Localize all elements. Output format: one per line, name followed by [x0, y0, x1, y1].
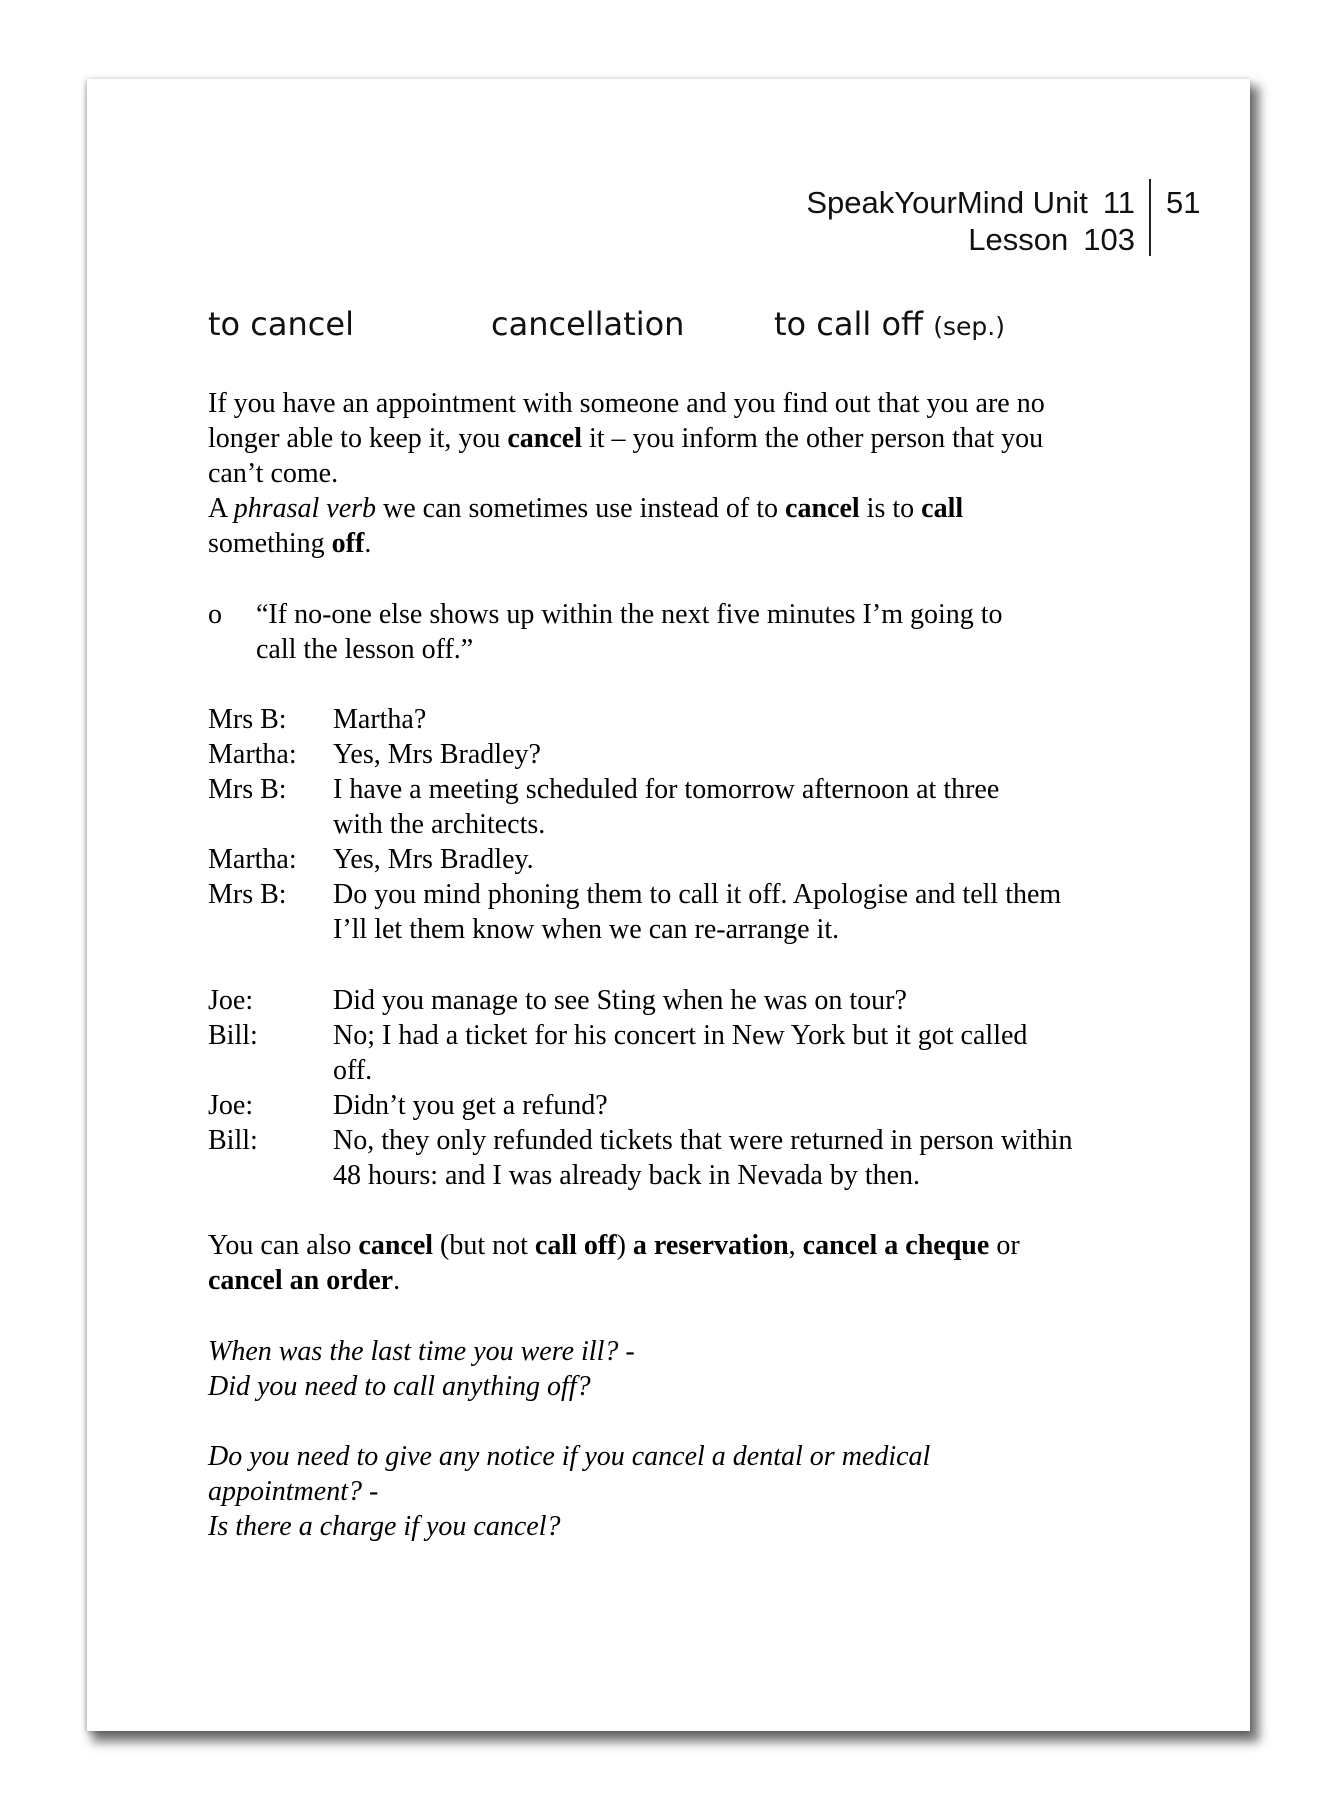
- usage-paragraph: [208, 1228, 1168, 1298]
- speaker: Bill:: [208, 1124, 258, 1156]
- discussion-question-1: [208, 1334, 1168, 1404]
- vocab-phrasal-verb: to call off: [774, 305, 924, 343]
- speaker: Joe:: [208, 984, 254, 1016]
- speaker: Martha:: [208, 844, 297, 876]
- example-line: call the lesson off.”: [256, 633, 474, 665]
- dialogue-line: No, they only refunded tickets that were returned in person within: [333, 1124, 1073, 1156]
- discussion-question-2: [208, 1439, 1168, 1544]
- dialogue-text: [333, 983, 907, 1018]
- text-run: we can sometimes use instead of to: [376, 493, 786, 525]
- dialogue-row: [208, 702, 1168, 737]
- bold-term: call off: [534, 1230, 617, 1262]
- question-line: Do you need to give any notice if you cancel a dental or medical: [208, 1440, 931, 1472]
- text-run: or: [989, 1230, 1020, 1262]
- intro-paragraph: [208, 386, 1168, 561]
- text-run: longer able to keep it, you: [208, 423, 508, 455]
- text-run: is to: [859, 493, 922, 525]
- italic-term: phrasal verb: [233, 493, 377, 525]
- intro-line: can’t come.: [208, 458, 339, 490]
- text-run: something: [208, 528, 332, 560]
- intro-line: [208, 526, 1168, 561]
- dialogue-line: Martha?: [333, 703, 427, 735]
- speaker: Mrs B:: [208, 879, 287, 911]
- dialogue-row: [208, 877, 1168, 947]
- dialogue-line: Yes, Mrs Bradley?: [333, 738, 541, 770]
- dialogue-line: I’ll let them know when we can re-arrange it.: [333, 914, 840, 946]
- vocab-verb: to cancel: [208, 305, 354, 343]
- bold-term: off: [331, 528, 365, 560]
- header-divider: [1149, 179, 1151, 256]
- text-run: You can also: [208, 1230, 359, 1262]
- header-lesson-line: [806, 221, 1135, 258]
- dialogue-line: No; I had a ticket for his concert in New York but it got called: [333, 1019, 1028, 1051]
- question-line: Is there a charge if you cancel?: [208, 1511, 561, 1542]
- dialogue-row: [208, 1088, 1168, 1123]
- dialogue-line: Did you manage to see Sting when he was on tour?: [333, 984, 907, 1016]
- usage-line: [208, 1263, 1168, 1298]
- speaker: Martha:: [208, 738, 297, 770]
- dialogue-line: I have a meeting scheduled for tomorrow afternoon at three: [333, 774, 1000, 806]
- usage-line: [208, 1228, 1168, 1263]
- question-line: appointment? -: [208, 1475, 379, 1507]
- dialogue-text: [333, 1123, 1072, 1193]
- text-run: (but not: [433, 1230, 535, 1262]
- intro-line: [208, 421, 1168, 456]
- dialogue-text: [333, 737, 541, 772]
- bold-term: a reservation: [632, 1230, 789, 1262]
- speaker: Mrs B:: [208, 774, 287, 806]
- bold-term: cancel an order: [208, 1265, 394, 1297]
- dialogue-line: with the architects.: [333, 809, 546, 841]
- dialogue-text: [333, 842, 534, 877]
- dialogue-text: [333, 772, 999, 842]
- dialogue-line: 48 hours: and I was already back in Nevada by then.: [333, 1160, 921, 1192]
- text-run: .: [393, 1265, 401, 1297]
- text-run: A: [208, 493, 234, 525]
- dialogue-line: Didn’t you get a refund?: [333, 1089, 608, 1121]
- intro-line: If you have an appointment with someone and you find out that you are no: [208, 388, 1045, 419]
- text-run: it – you inform the other person that you: [582, 423, 1044, 455]
- bold-term: cancel: [785, 493, 860, 525]
- bold-term: cancel: [507, 423, 582, 455]
- speaker: Bill:: [208, 1019, 258, 1051]
- dialogue-line: off.: [333, 1054, 373, 1086]
- text-run: ): [616, 1230, 633, 1262]
- dialogue-row: [208, 772, 1168, 842]
- page-header: [806, 184, 1135, 258]
- dialogue-row: [208, 983, 1168, 1018]
- dialogue-row: [208, 842, 1168, 877]
- question-line: When was the last time you were ill? -: [208, 1335, 635, 1367]
- header-unit-label: SpeakYourMind Unit: [806, 185, 1088, 220]
- dialogue-line: Yes, Mrs Bradley.: [333, 844, 534, 876]
- speaker: Joe:: [208, 1089, 254, 1121]
- example-text: [256, 597, 1003, 667]
- header-lesson-label: Lesson: [968, 222, 1069, 257]
- header-unit-number: 11: [1102, 185, 1135, 220]
- vocab-noun: cancellation: [491, 305, 685, 343]
- question-line: Did you need to call anything off?: [208, 1370, 591, 1402]
- dialogue-2: [208, 983, 1168, 1194]
- dialogue-1: [208, 702, 1168, 948]
- text-run: ,: [788, 1230, 803, 1262]
- dialogue-row: [208, 1123, 1168, 1193]
- dialogue-text: [333, 702, 426, 737]
- vocab-phrasal-verb-group: [774, 304, 1005, 347]
- example-line: “If no-one else shows up within the next five minutes I’m going to: [256, 598, 1003, 630]
- page-number: 51: [1166, 185, 1201, 220]
- dialogue-text: [333, 1088, 608, 1123]
- dialogue-row: [208, 1018, 1168, 1088]
- dialogue-text: [333, 877, 1061, 947]
- bullet-marker: o: [208, 598, 222, 630]
- bold-term: call: [921, 493, 964, 525]
- dialogue-line: Do you mind phoning them to call it off. Apologise and tell them: [333, 879, 1062, 911]
- intro-line: [208, 491, 1168, 526]
- lesson-body: [208, 386, 1168, 1544]
- speaker: Mrs B:: [208, 703, 287, 735]
- header-lesson-number: 103: [1083, 222, 1135, 257]
- bold-term: cancel: [358, 1230, 434, 1262]
- document-page: [87, 79, 1250, 1731]
- header-unit-line: [806, 184, 1135, 221]
- dialogue-row: [208, 737, 1168, 772]
- bold-term: cancel a cheque: [802, 1230, 990, 1262]
- vocab-note: (sep.): [933, 312, 1005, 341]
- vocabulary-row: [87, 304, 1250, 344]
- example-bullet: [208, 597, 1168, 667]
- dialogue-text: [333, 1018, 1027, 1088]
- text-run: .: [364, 528, 372, 560]
